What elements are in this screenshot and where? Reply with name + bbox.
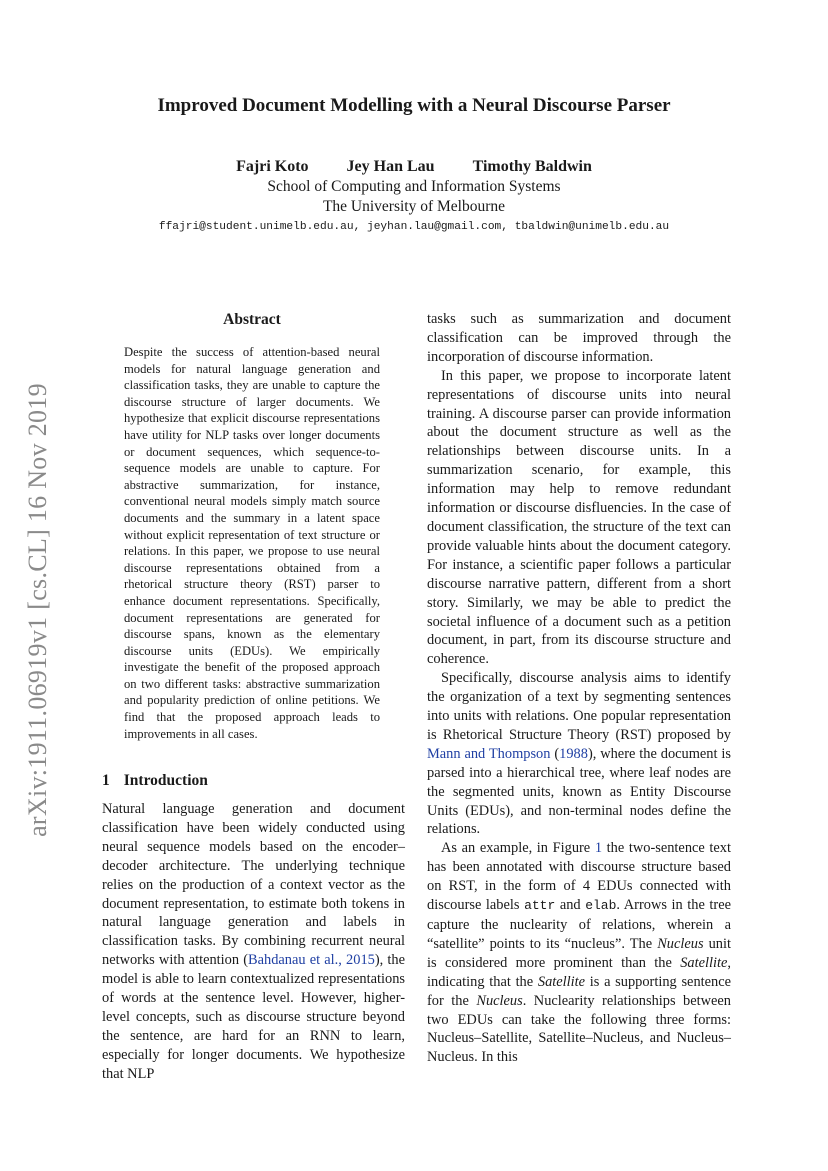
text-run: . Nuclearity relationships between two EDUs can take the following three forms: Nucleus–Satellite, Satellite–Nucleus, and Nucleus–Nucleus. In this [427,992,731,1066]
paragraph [427,839,731,1067]
section-heading-introduction [102,772,208,790]
text-run: Specifically, discourse analysis aims to identify the organization of a text by segmenting sentences into units with relations. One popular representation is Rhetorical Structure Theory (RST) proposed by [427,670,731,743]
italic-term: Nucleus [657,935,704,952]
abstract-text: Despite the success of attention-based neural models for natural language generation and classification tasks, they are unable to capture the discourse structure of larger documents. We hypothesize that explicit discourse representations have utility for NLP tasks over longer documents or document sequences, which sequence-to-sequence models are unable to capture. For abstractive summarization, for instance, conventional neural models simply match source documents and the summary in a latent space without explicit representation of text structure or relations. In this paper, we propose to use neural discourse representations obtained from a rhetorical structure theory (RST) parser to enhance document representations. Specifically, document representations are generated for discourse spans, known as the elementary discourse units (EDUs). We empirically investigate the benefit of the proposed approach on two different tasks: abstractive summarization and popularity prediction of online petitions. We find that the proposed approach leads to improvements in all cases. [124,345,380,741]
text-run: Natural language generation and document classification have been widely conducted using neural sequence models based on the encoder–decoder architecture. The underlying technique relies on the production of a context vector as the document representation, to estimate both tokens in natural language generation and labels in classification tasks. By combining recurrent neural networks with attention ( [102,801,405,969]
left-column-body [102,800,405,1084]
intro-paragraph [102,800,405,1084]
text-run: ), the model is able to learn contextualized representations of words at the sentence level. However, higher-level concepts, such as discourse structure beyond the sentence, are hard for an RNN to learn, especially for longer documents. We hypothesize that NLP [102,952,405,1082]
text-run: the two-sentence text has been annotated with discourse structure based on RST, in the form of 4 EDUs connected with discourse labels [427,840,731,914]
citation-link[interactable]: Mann and Thompson [427,745,551,762]
author-list [0,158,828,176]
author-name: Timothy Baldwin [472,158,592,175]
italic-term: Satellite [680,954,728,971]
abstract-heading: Abstract [223,311,281,328]
citation-year-link[interactable]: 1988 [559,745,588,762]
right-column-body [427,310,731,1067]
italic-term: Satellite [537,973,586,990]
text-run: As an example, in Figure [441,840,595,857]
italic-term: Nucleus [476,992,523,1009]
section-number: 1 [102,772,110,789]
paper-title: Improved Document Modelling with a Neural Discourse Parser [157,95,671,116]
text-run: and [555,897,586,914]
affiliation-school: School of Computing and Information Systems [267,178,561,195]
text-run: ), where the document is parsed into a hierarchical tree, where leaf nodes are the segmented units, known as Entity Discourse Units (EDUs), and non-terminal nodes define the relations. [427,745,731,838]
code-label: elab [585,898,617,914]
author-name: Fajri Koto [236,158,309,175]
affiliation-university: The University of Melbourne [322,198,506,215]
text-run: . Arrows in the tree capture the nuclearity of relations, wherein a “satellite” points to its “nucleus”. The [427,897,731,952]
abstract-body [124,344,380,742]
author-emails: ffajri@student.unimelb.edu.au, jeyhan.lau@gmail.com, tbaldwin@unimelb.edu.au [158,221,670,233]
section-title: Introduction [123,772,208,789]
code-label: attr [524,898,556,914]
arxiv-sidebar-stamp [20,360,56,860]
figure-reference-link[interactable]: 1 [594,840,603,857]
citation-link[interactable]: Bahdanau et al., 2015 [248,952,375,969]
text-run: ( [550,745,560,762]
arxiv-identifier: arXiv:1911.06919v1 [cs.CL] 16 Nov 2019 [23,383,52,837]
paragraph: In this paper, we propose to incorporate latent representations of discourse units into neural training. A discourse parser can provide information about the document structure as well as the relationships between discourse units. In a summarization scenario, for example, this information may help to remove redundant information or discourse disfluencies. In the case of document classification, the structure of the text can provide valuable hints about the document category. For instance, a scientific paper follows a particular discourse narrative pattern, different from a short story. Similarly, we may be able to predict the societal influence of a document such as a petition document, in part, from its discourse structure and coherence. [427,367,731,668]
paragraph [427,669,731,839]
paragraph-continued: tasks such as summarization and document classification can be improved through the incorporation of discourse information. [427,311,731,365]
text-run: , indicating that the [427,954,731,990]
author-name: Jey Han Lau [346,158,435,175]
text-run: unit is considered more prominent than the [427,935,731,971]
text-run: is a supporting sentence for the [427,973,731,1009]
